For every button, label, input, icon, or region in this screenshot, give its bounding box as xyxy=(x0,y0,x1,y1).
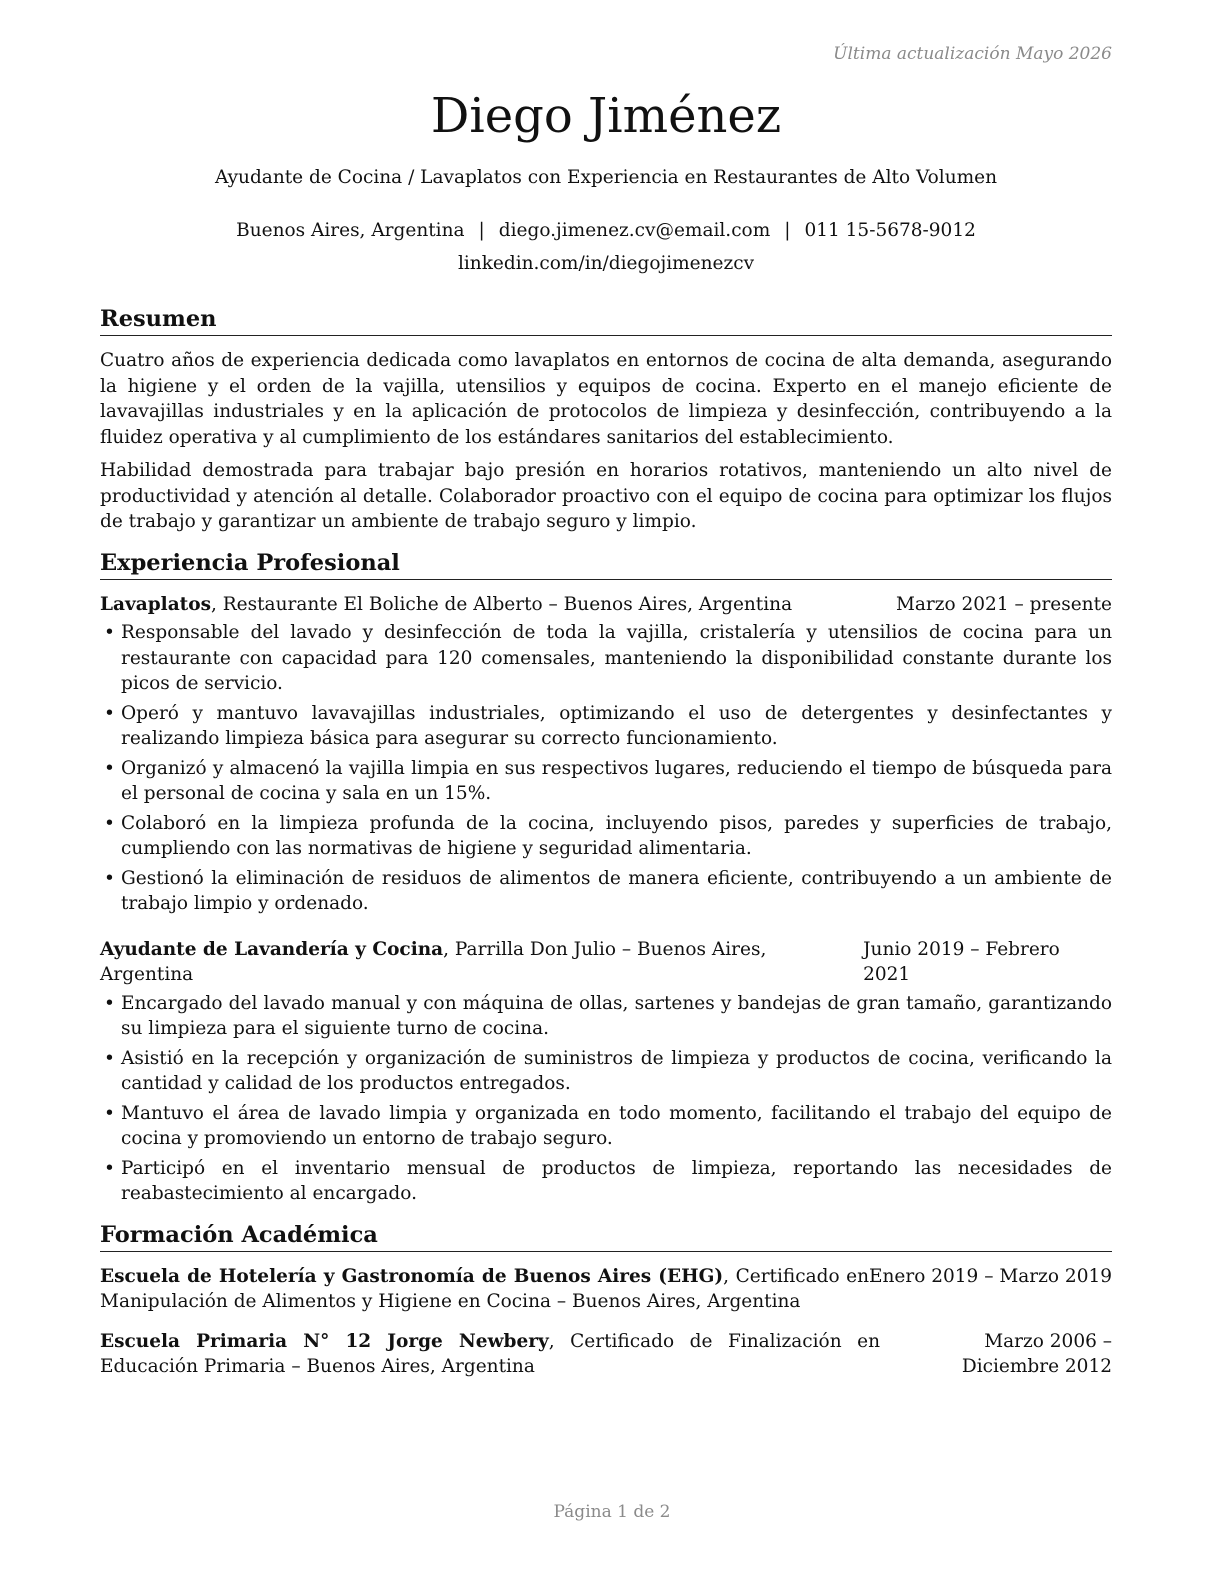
job-title-line xyxy=(100,937,863,988)
list-item xyxy=(100,866,1112,917)
job-bullets xyxy=(100,991,1112,1207)
list-item xyxy=(100,701,1112,752)
job-dates: Marzo 2021 – presente xyxy=(895,593,1112,615)
job-entry xyxy=(100,937,1112,1207)
job-title-line xyxy=(100,592,792,618)
candidate-headline: Ayudante de Cocina / Lavaplatos con Experiencia en Restaurantes de Alto Volumen xyxy=(214,167,998,188)
contact-linkedin[interactable]: linkedin.com/in/diegojimenezcv xyxy=(457,253,755,274)
list-item xyxy=(100,811,1112,862)
summary-section xyxy=(100,305,1112,535)
job-place: , Parrilla Don Julio – Buenos Aires, Argentina xyxy=(100,938,767,985)
education-entry xyxy=(100,1329,1112,1380)
bullet-text: Mantuvo el área de lavado limpia y organizada en todo momento, facilitando el trabajo del equipo de cocina y promoviendo un entorno de trabajo seguro. xyxy=(121,1102,1112,1149)
job-bullets xyxy=(100,620,1112,917)
education-detail: , Certificado de Finalización en Educación Primaria – Buenos Aires, Argentina xyxy=(100,1330,880,1377)
bullet-text: Organizó y almacenó la vajilla limpia en sus respectivos lugares, reduciendo el tiempo de búsqueda para el personal de cocina y sala en un 15%. xyxy=(121,757,1112,804)
contact-location: Buenos Aires, Argentina xyxy=(236,220,465,241)
bullet-text: Participó en el inventario mensual de productos de limpieza, reportando las necesidades de reabastecimiento al encargado. xyxy=(121,1157,1112,1204)
bullet-icon: • xyxy=(104,1102,115,1124)
job-dates: Junio 2019 – Febrero 2021 xyxy=(863,938,1060,985)
education-dates: Enero 2019 – Marzo 2019 xyxy=(869,1265,1112,1287)
bullet-icon: • xyxy=(104,812,115,834)
bullet-text: Asistió en la recepción y organización de suministros de limpieza y productos de cocina, verificando la cantidad y calidad de los productos entregados. xyxy=(121,1047,1112,1094)
education-detail: , Certificado en Manipulación de Alimentos y Higiene en Cocina – Buenos Aires, Argentina xyxy=(100,1265,870,1312)
summary-paragraph: Habilidad demostrada para trabajar bajo presión en horarios rotativos, manteniendo un alto nivel de productividad y atención al detalle. Colaborador proactivo con el equipo de cocina para optimizar los flujos de trabajo y garantizar un ambiente de trabajo seguro y limpio. xyxy=(100,460,1112,532)
list-item xyxy=(100,756,1112,807)
job-role: Lavaplatos xyxy=(100,593,211,615)
bullet-icon: • xyxy=(104,867,115,889)
resume-body xyxy=(100,305,1112,1380)
job-header xyxy=(100,937,1112,988)
experience-section xyxy=(100,549,1112,1207)
education-school: Escuela de Hotelería y Gastronomía de Buenos Aires (EHG) xyxy=(100,1265,724,1287)
education-school: Escuela Primaria N° 12 Jorge Newbery xyxy=(100,1330,549,1352)
summary-title: Resumen xyxy=(100,305,1112,336)
contact-line xyxy=(100,220,1112,241)
bullet-icon: • xyxy=(104,622,115,643)
job-entry xyxy=(100,592,1112,917)
bullet-text: Responsable del lavado y desinfección de toda la vajilla, cristalería y utensilios de cocina para un restaurante con capacidad para 120 comensales, manteniendo la disponibilidad constante durante los picos de servicio. xyxy=(121,622,1112,694)
bullet-icon: • xyxy=(104,702,115,724)
bullet-text: Gestionó la eliminación de residuos de alimentos de manera eficiente, contribuyendo a un ambiente de trabajo limpio y ordenado. xyxy=(121,867,1112,914)
list-item xyxy=(100,1156,1112,1207)
contact-separator: | xyxy=(784,220,791,241)
experience-title: Experiencia Profesional xyxy=(100,549,1112,580)
bullet-icon: • xyxy=(104,757,115,779)
job-role: Ayudante de Lavandería y Cocina xyxy=(100,938,444,960)
contact-phone: 011 15-5678-9012 xyxy=(804,220,976,241)
education-text xyxy=(100,1264,869,1315)
last-updated: Última actualización Mayo 2026 xyxy=(833,44,1112,64)
education-entry xyxy=(100,1264,1112,1315)
education-title: Formación Académica xyxy=(100,1221,1112,1252)
job-header xyxy=(100,592,1112,618)
bullet-icon: • xyxy=(104,1157,115,1179)
bullet-text: Encargado del lavado manual y con máquina de ollas, sartenes y bandejas de gran tamaño, garantizando su limpieza para el siguiente turno de cocina. xyxy=(121,992,1112,1039)
bullet-text: Colaboró en la limpieza profunda de la cocina, incluyendo pisos, paredes y superficies de trabajo, cumpliendo con las normativas de higiene y seguridad alimentaria. xyxy=(121,812,1112,859)
candidate-name: Diego Jiménez xyxy=(430,88,782,144)
job-place: , Restaurante El Boliche de Alberto – Buenos Aires, Argentina xyxy=(210,593,793,615)
list-item xyxy=(100,1046,1112,1097)
list-item xyxy=(100,991,1112,1042)
education-section xyxy=(100,1221,1112,1380)
summary-paragraph: Cuatro años de experiencia dedicada como lavaplatos en entornos de cocina de alta demanda, asegurando la higiene y el orden de la vajilla, utensilios y equipos de cocina. Experto en el manejo eficiente de lavavajillas industriales y en la aplicación de protocolos de limpieza y desinfección, contribuyendo a la fluidez operativa y al cumplimiento de los estándares sanitarios del establecimiento. xyxy=(100,350,1112,448)
list-item xyxy=(100,620,1112,697)
contact-email[interactable]: diego.jimenez.cv@email.com xyxy=(498,220,771,241)
page-number: Página 1 de 2 xyxy=(553,1502,671,1522)
bullet-icon: • xyxy=(104,1047,115,1069)
bullet-text: Operó y mantuvo lavavajillas industriales, optimizando el uso de detergentes y desinfectantes y realizando limpieza básica para asegurar su correcto funcionamiento. xyxy=(121,702,1112,749)
list-item xyxy=(100,1101,1112,1152)
education-dates: Marzo 2006 – Diciembre 2012 xyxy=(961,1330,1112,1377)
bullet-icon: • xyxy=(104,992,115,1014)
contact-separator: | xyxy=(478,220,485,241)
education-text xyxy=(100,1329,880,1380)
